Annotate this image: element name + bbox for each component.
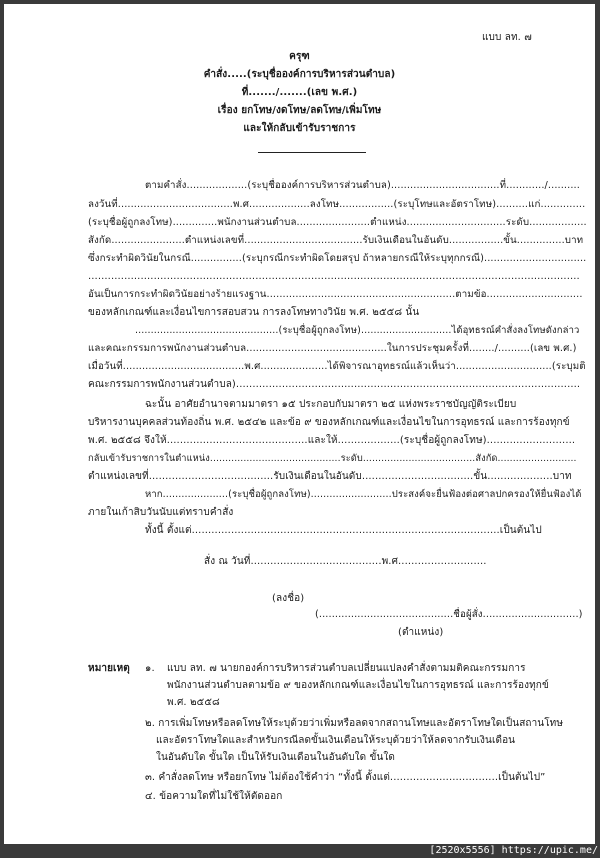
notes-heading: หมายเหตุ (88, 663, 130, 674)
issue-date: สั่ง ณ วันที่........................................พ.ศ........................... (204, 556, 487, 567)
body-line: พ.ศ. ๒๕๕๘ จึงให้...........................................และให้...................(ระบุชื่อผู้ถูกลงโทษ)........................... (88, 435, 576, 446)
garuda-label: ครุฑ (289, 51, 310, 62)
body-line: ลงวันที่....................................พ.ศ...................ลงโทษ.................(ระบุโทษและอัตราโทษ)..........แก่.............. (88, 199, 586, 210)
order-subject: เรื่อง ยกโทษ/งดโทษ/ลดโทษ/เพิ่มโทษ (217, 105, 382, 116)
body-line: สังกัด.......................ตำแหน่งเลขที่.....................................รับเงินเดือนในอันดับ.................ขั้น...............บาท (88, 235, 584, 246)
body-line: เมื่อวันที่......................................พ.ศ.....................ได้พิจารณาอุทธรณ์แล้วเห็นว่า..............................(ระบุมติ (88, 361, 586, 372)
order-title: คำสั่ง.....(ระบุชื่อองค์การบริหารส่วนตำบล) (203, 69, 396, 80)
note-line: ๔. ข้อความใดที่ไม่ใช้ให้ตัดออก (145, 791, 283, 802)
signature-label: (ลงชื่อ) (272, 593, 305, 604)
title-underline (258, 152, 366, 153)
body-line: ตำแหน่งเลขที่......................................รับเงินเดือนในอันดับ..................................ขั้น....................บาท (88, 471, 572, 482)
form-number: แบบ ลท. ๗ (482, 32, 532, 43)
body-line: หาก.....................(ระบุชื่อผู้ถูกลงโทษ)..........................ประสงค์จะยื่นฟ้องต่อศาลปกครองให้ยื่นฟ้องได้ (145, 489, 582, 500)
body-line: และคณะกรรมการพนักงานส่วนตำบล............................................ในการประชุมครั้งที่......../..........(เลข พ.ศ.) (88, 343, 577, 354)
body-line: ของหลักเกณฑ์และเงื่อนไขการสอบสวน การลงโทษทางวินัย พ.ศ. ๒๕๕๘ นั้น (88, 307, 420, 318)
body-line: ซึ่งกระทำผิดวินัยในกรณี................(ระบุกรณีกระทำผิดโดยสรุป ถ้าหลายกรณีให้ระบุทุกกรณี)................................ (88, 253, 587, 264)
note-line: พนักงานส่วนตำบลตามข้อ ๙ ของหลักเกณฑ์และเงื่อนไขในการอุทธรณ์ และการร้องทุกข์ (167, 680, 549, 691)
note-line: ในอันดับใด ขั้นใด เป็นให้รับเงินเดือนในอันดับใด ขั้นใด (156, 752, 395, 763)
body-line: บริหารงานบุคคลส่วนท้องถิ่น พ.ศ. ๒๕๔๒ และข้อ ๙ ของหลักเกณฑ์และเงื่อนไขในการอุทธรณ์ และการร้องทุกข์ (88, 417, 570, 428)
signer-position: (ตำแหน่ง) (398, 627, 444, 638)
body-line: ภายในเก้าสิบวันนับแต่ทราบคำสั่ง (88, 507, 234, 518)
body-line: อันเป็นการกระทำผิดวินัยอย่างร้ายแรงฐาน...........................................................ตามข้อ.............................. (88, 289, 583, 300)
note-line: ๓. คำสั่งลดโทษ หรือยกโทษ ไม่ต้องใช้คำว่า “ทั้งนี้ ตั้งแต่.................................เป็นต้นไป” (145, 772, 546, 783)
body-line: กลับเข้ารับราชการในตำแหน่ง...........................................ระดับ.....................................สังกัด.......................... (88, 453, 577, 464)
note-line: และอัตราโทษใดและสำหรับกรณีลดขั้นเงินเดือนให้ระบุด้วยว่าให้ลดจากรับเงินเดือน (156, 735, 516, 746)
body-line: ..............................................(ระบุชื่อผู้ถูกลงโทษ).............................ได้อุทธรณ์คำสั่งลงโทษดังกล่าว (135, 325, 580, 336)
note-line: แบบ ลท. ๗ นายกองค์การบริหารส่วนตำบลเปลี่ยนแปลงคำสั่งตามมติคณะกรรมการ (167, 663, 526, 674)
body-line: ...................................................................................................................................................... (88, 271, 580, 282)
body-line: ทั้งนี้ ตั้งแต่..............................................................................................เป็นต้นไป (145, 525, 542, 536)
note-line: พ.ศ. ๒๕๕๘ (167, 697, 220, 708)
signer-name: (..........................................ชื่อผู้สั่ง..............................) (315, 609, 583, 620)
order-number: ที่......./.......(เลข พ.ศ.) (241, 87, 358, 98)
body-line: ตามคำสั่ง...................(ระบุชื่อองค์การบริหารส่วนตำบล)..................................ที่............/.......... (145, 180, 580, 191)
note-number: ๑. (145, 663, 155, 674)
body-line: (ระบุชื่อผู้ถูกลงโทษ)..............พนักงานส่วนตำบล.......................ตำแหน่ง...............................ระดับ.................. (88, 217, 587, 228)
body-line: ฉะนั้น อาศัยอำนาจตามมาตรา ๑๕ ประกอบกับมาตรา ๒๕ แห่งพระราชบัญญัติระเบียบ (145, 399, 517, 410)
body-line: คณะกรรมการพนักงานส่วนตำบล)......................................................................................................... (88, 379, 581, 390)
note-line: ๒. การเพิ่มโทษหรือลดโทษให้ระบุด้วยว่าเพิ่มหรือลดจากสถานโทษและอัตราโทษใดเป็นสถานโทษ (145, 718, 564, 729)
image-source-caption: [2520x5556] https://upic.me/ (429, 845, 598, 856)
order-subject-cont: และให้กลับเข้ารับราชการ (243, 123, 356, 134)
document-page (4, 4, 595, 844)
